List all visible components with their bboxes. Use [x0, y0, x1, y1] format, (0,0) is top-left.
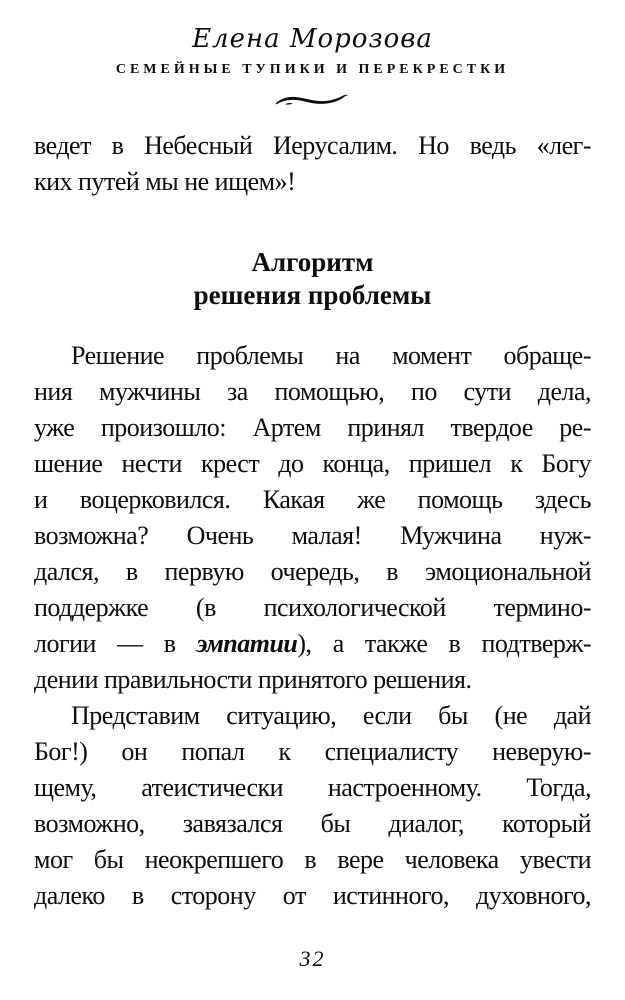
text-line [34, 662, 591, 698]
text-line [34, 698, 591, 734]
text-segment: мог бы неокрепшего в вере человека увести [34, 845, 591, 874]
page-number: 32 [299, 946, 326, 971]
text-line [34, 842, 591, 878]
text-segment: ведет в Небесный Иерусалим. Но ведь «лег- [34, 131, 591, 160]
emphasis-text: эмпатии [196, 629, 298, 658]
text-segment: Решение проблемы на момент обраще- [71, 341, 591, 370]
text-segment: логии — в [34, 629, 197, 658]
author-name: Елена Морозова [192, 24, 433, 54]
text-segment: щему, атеистически настроенному. Тогда, [34, 773, 591, 802]
text-line [34, 338, 591, 374]
text-segment: поддержке (в психологической термино- [34, 593, 591, 622]
text-line [34, 482, 591, 518]
text-segment: ния мужчины за помощью, по сути дела, [34, 377, 591, 406]
text-line [34, 410, 591, 446]
paragraph [34, 128, 591, 200]
text-segment: возможна? Очень малая! Мужчина нуж- [34, 521, 591, 550]
page-header [34, 24, 591, 111]
text-line [34, 518, 591, 554]
section-heading-line: Алгоритм [251, 247, 374, 277]
text-line [34, 554, 591, 590]
text-line [34, 806, 591, 842]
text-line [34, 446, 591, 482]
text-line [34, 128, 591, 164]
text-segment: ких путей мы не ищем»! [34, 167, 296, 196]
section-heading-line: решения проблемы [193, 280, 432, 310]
page-footer [0, 946, 625, 972]
text-segment: дался, в первую очередь, в эмоциональной [34, 557, 591, 586]
text-segment: уже произошло: Артем принял твердое ре- [34, 413, 591, 442]
text-segment: Представим ситуацию, если бы (не дай [71, 701, 591, 730]
text-line [34, 626, 591, 662]
divider-ornament-icon [34, 89, 591, 111]
book-title: СЕМЕЙНЫЕ ТУПИКИ И ПЕРЕКРЕСТКИ [115, 62, 510, 77]
paragraph [34, 338, 591, 698]
text-line [34, 770, 591, 806]
text-segment: и воцерковился. Какая же помощь здесь [34, 485, 591, 514]
text-segment: далеко в сторону от истинного, духовного, [34, 881, 591, 910]
text-segment: ), а также в подтверж- [297, 629, 591, 658]
text-line [34, 878, 591, 914]
text-segment: возможно, завязался бы диалог, который [34, 809, 591, 838]
section-heading [34, 246, 591, 312]
text-line [34, 164, 591, 200]
text-line [34, 374, 591, 410]
text-segment: шение нести крест до конца, пришел к Богу [34, 449, 591, 478]
text-segment: дении правильности принятого решения. [34, 665, 472, 694]
paragraph [34, 698, 591, 914]
text-segment: Бог!) он попал к специалисту неверую- [34, 737, 591, 766]
text-line [34, 734, 591, 770]
text-line [34, 590, 591, 626]
page-content [34, 128, 591, 914]
